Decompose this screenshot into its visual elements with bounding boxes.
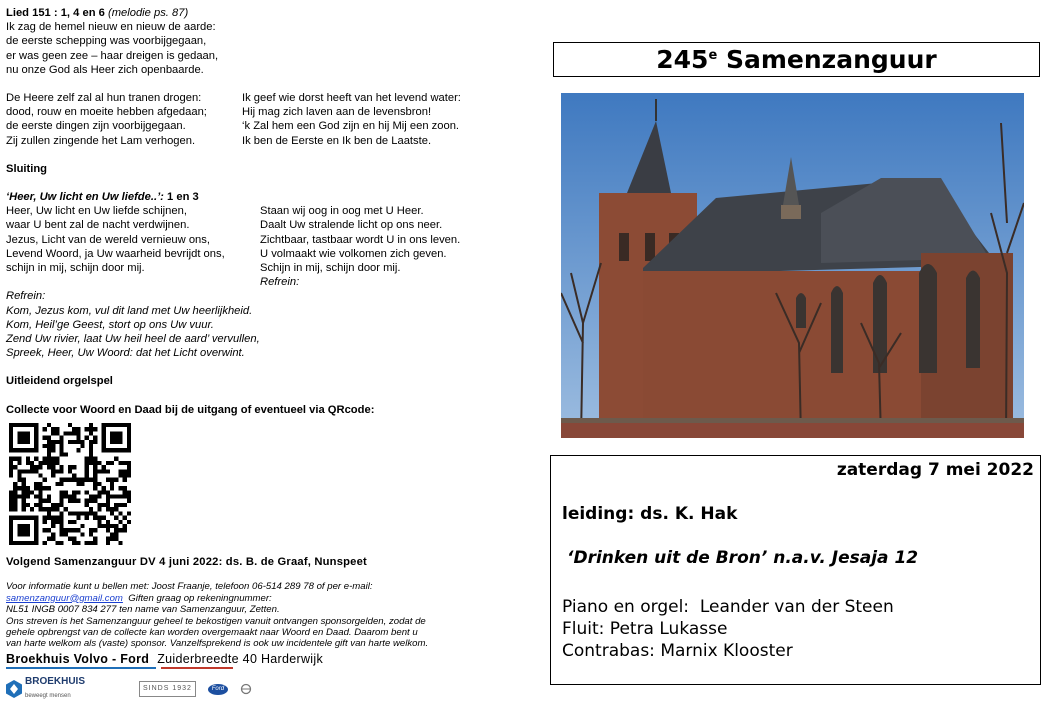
thema: ‘Drinken uit de Bron’ n.a.v. Jesaja 12: [567, 548, 919, 568]
collecte-text: Collecte voor Woord en Daad bij de uitgang of eventueel via QRcode:: [6, 403, 375, 416]
refrein: Refrein: Kom, Jezus kom, vul dit land met Uw heerlijkheid. Kom, Heil’ge Geest, stort op ons Uw vuur. Zend Uw rivier, laat Uw heil heel de aard’ vervullen, Spreek, Heer, Uw Woord: dat het Licht overwint.: [6, 290, 260, 360]
sluiting-song-title: ‘Heer, Uw licht en Uw liefde..’: 1 en 3: [6, 191, 199, 204]
lied-verses-4-6: De Heere zelf zal al hun tranen drogen: dood, rouw en moeite hebben afgedaan; de eerste dingen zijn voorbijgegaan. Zij zullen zingende het Lam verhogen. Ik geef wie dorst heeft van het levend water: Hij mag zich laven aan de levensbron! ‘k Zal hem een God zijn en hij Mij een zoon. Ik ben de Eerste en Ik ben de Laatste.: [6, 92, 461, 147]
sponsor-logos: [6, 675, 526, 703]
sponsor-line: [6, 652, 526, 666]
qr-code[interactable]: [9, 423, 131, 545]
sluiting-heading: Sluiting: [6, 162, 48, 175]
piano-organ: Piano en orgel: Leander van der Steen: [562, 597, 894, 617]
left-column: [6, 6, 526, 703]
double-bass: Contrabas: Marnix Klooster: [562, 641, 793, 661]
sponsor-underline-blue: [6, 667, 156, 669]
musicians: [562, 596, 894, 662]
sponsor-underline-red: [161, 667, 233, 669]
event-title: 245 $^e$ Samenzanguur: [553, 42, 1040, 77]
info-box: [550, 455, 1041, 685]
uitleidend-orgelspel: Uitleidend orgelspel: [6, 375, 113, 388]
email-link[interactable]: samenzanguur@gmail.com: [6, 592, 123, 604]
flute: Fluit: Petra Lukasse: [562, 619, 728, 639]
sponsor-address: Zuiderbreedte 40 Harderwijk: [157, 651, 324, 666]
leiding: leiding: ds. K. Hak: [562, 504, 738, 524]
sinds-badge: SINDS 1932: [139, 681, 196, 697]
volgend-samenzanguur: Volgend Samenzanguur DV 4 juni 2022: ds. B. de Graaf, Nunspeet: [6, 556, 367, 569]
sponsor-name: Broekhuis Volvo - Ford: [6, 651, 150, 666]
event-date: zaterdag 7 mei 2022: [836, 460, 1034, 480]
church-photo: [561, 93, 1024, 438]
broekhuis-logo-icon: [6, 680, 22, 698]
volvo-logo-icon: [240, 683, 252, 695]
footer-info: Voor informatie kunt u bellen met: Joost Fraanje, telefoon 06-514 289 78 of per e-mail: samenzanguur@gmail.com Giften graag op rekeningnummer: NL51 INGB 0007 834 277 ten name van Samenzanguur, Zetten. Ons streven is het Samenzanguur geheel te bekostigen vanuit ontvangen sponsorgelden, zodat de gehele opbrengst van de collecte kan worden overgemaakt naar Woord en Daad. Daarom bent u van harte welkom als (vaste) sponsor. Vanzelfsprekend is ook uw incidentele gift van harte welkom.: [6, 581, 429, 650]
broekhuis-logo: BROEKHUIS beweegt mensen: [6, 675, 85, 703]
sluiting-verses: Heer, Uw licht en Uw liefde schijnen, waar U bent zal de nacht verdwijnen. Jezus, Licht van de wereld vernieuw ons, Levend Woord, ja Uw waarheid bevrijdt ons, schijn in mij, schijn door mij. Staan wij oog in oog met U Heer. Daalt Uw stralende licht op ons neer. Zichtbaar, tastbaar wordt U in ons leven. U volmaakt wie volkomen zich geven. Schijn in mij, schijn door mij. Refrein:: [6, 205, 461, 289]
lied-heading: Lied 151 : 1, 4 en 6 (melodie ps. 87): [6, 7, 189, 19]
ford-logo-icon: Ford: [208, 684, 228, 695]
lied-verse-1: Ik zag de hemel nieuw en nieuw de aarde: de eerste schepping was voorbijgegaan, er was geen zee – haar dreigen is gedaan, nu onze God als Heer zich openbaarde.: [6, 21, 219, 76]
